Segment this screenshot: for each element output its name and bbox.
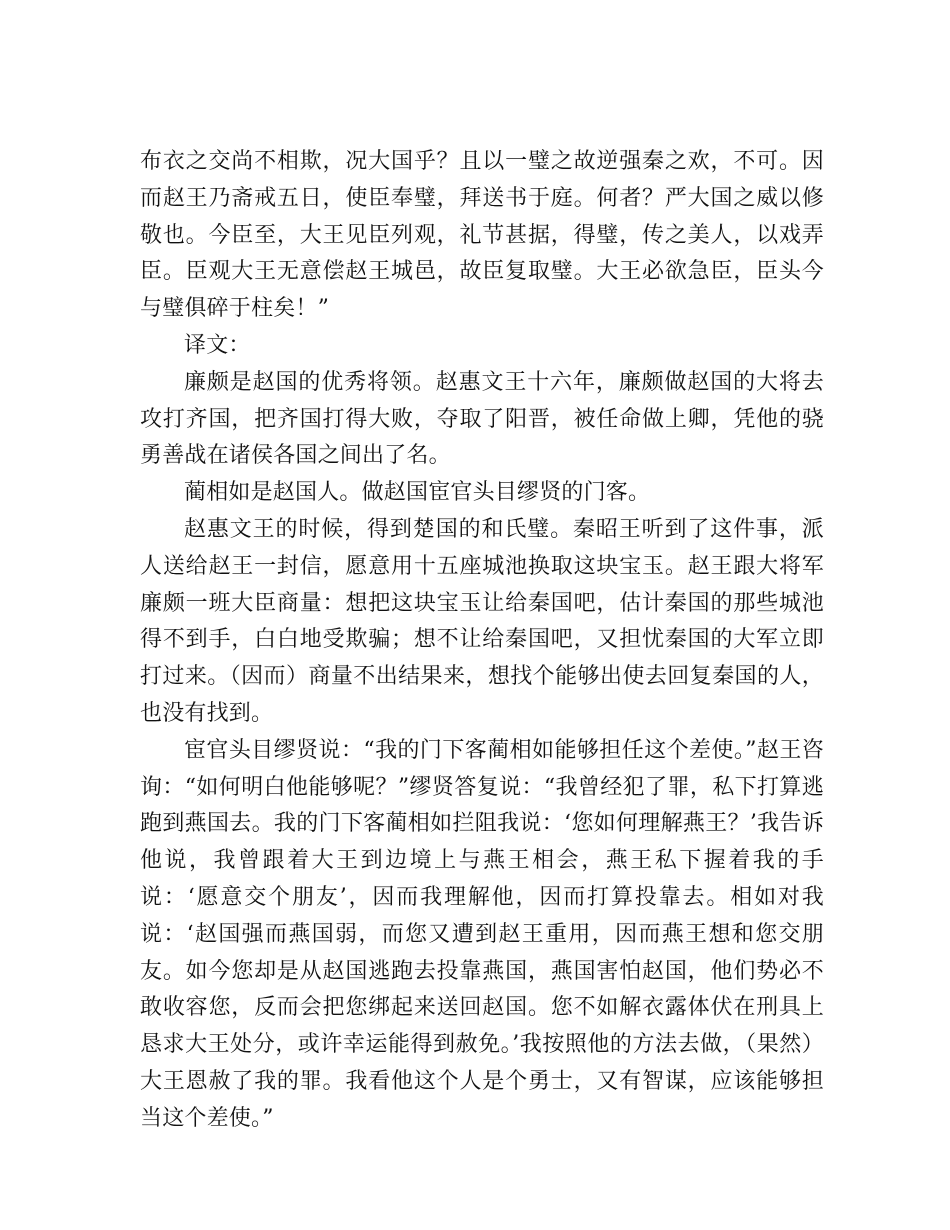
- paragraph-linxiangru: 蔺相如是赵国人。做赵国宦官头目缪贤的门客。: [184, 480, 651, 506]
- paragraph-miaoxian: 宦官头目缪贤说：“我的门下客蔺相如能够担任这个差使。”赵王咨询：“如何明白他能够呢？”缪贤答复说：“我曾经犯了罪，私下打算逃跑到燕国去。我的门下客蔺相如拦阻我说：‘您如何理解燕王？’我告诉他说，我曾跟着大王到边境上与燕王相会，燕王私下握着我的手说：‘愿意交个朋友’，因而我理解他，因而打算投靠去。相如对我说：‘赵国强而燕国弱，而您又遭到赵王重用，因而燕王想和您交朋友。如今您却是从赵国逃跑去投靠燕国，燕国害怕赵国，他们势必不敢收容您，反而会把您绑起来送回赵国。您不如解衣露体伏在刑具上恳求大王处分，或许幸运能得到赦免。’我按照他的方法去做，（果然）大王恩赦了我的罪。我看他这个人是个勇士，又有智谋，应该能够担当这个差使。”: [140, 737, 824, 1131]
- paragraph-translation-heading: 译文：: [184, 332, 251, 358]
- document-page: [140, 144, 824, 1138]
- paragraph-heshibi: 赵惠文王的时候，得到楚国的和氏璧。秦昭王听到了这件事，派人送给赵王一封信，愿意用十五座城池换取这块宝玉。赵王跟大将军廉颇一班大臣商量：想把这块宝玉让给秦国吧，估计秦国的那些城池得不到手，白白地受欺骗；想不让给秦国吧，又担忧秦国的大军立即打过来。（因而）商量不出结果来，想找个能够出使去回复秦国的人，也没有找到。: [140, 516, 824, 726]
- paragraph-lianpo: 廉颇是赵国的优秀将领。赵惠文王十六年，廉颇做赵国的大将去攻打齐国，把齐国打得大败，夺取了阳晋，被任命做上卿，凭他的骁勇善战在诸侯各国之间出了名。: [140, 369, 824, 469]
- paragraph-quote-continuation: 布衣之交尚不相欺，况大国乎？且以一璧之故逆强秦之欢，不可。因而赵王乃斋戒五日，使臣奉璧，拜送书于庭。何者？严大国之威以修敬也。今臣至，大王见臣列观，礼节甚据，得璧，传之美人，以戏弄臣。臣观大王无意偿赵王城邑，故臣复取璧。大王必欲急臣，臣头今与璧俱碎于柱矣！”: [140, 149, 824, 322]
